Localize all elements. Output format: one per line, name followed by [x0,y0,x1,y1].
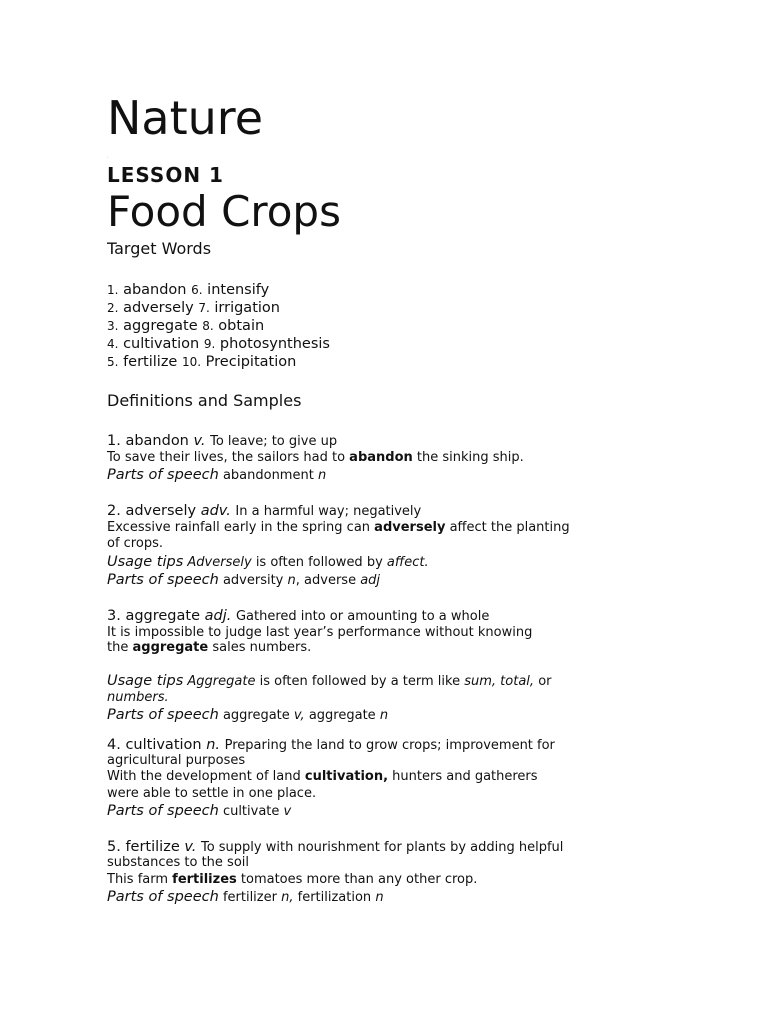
entry-definition: In a harmful way; negatively [235,504,422,519]
target-word: fertilize [123,354,178,370]
word-number: 10. [181,355,202,369]
entry-word: 3. aggregate [107,608,200,624]
parts-label: Parts of speech [107,572,219,588]
parts-of-speech: Parts of speech cultivate v [107,803,292,819]
target-word: cultivation [123,336,200,352]
target-word: adversely [123,300,194,316]
target-word-row [107,281,330,299]
usage-tips: Usage tips Adversely is often followed by affect. [107,554,429,570]
parts-of-speech: Parts of speech fertilizer n, fertilization n [107,889,384,905]
word-number: 4. [107,337,119,351]
word-number: 6. [191,283,203,297]
sample-sentence-continued: were able to settle in one place. [107,786,317,801]
target-word: irrigation [214,300,280,316]
usage-tips: Usage tips Aggregate is often followed by a term like sum, total, or [107,673,552,689]
tiny-mark: · [107,155,109,160]
entry-definition: Gathered into or amounting to a whole [235,609,490,624]
entry-heading [107,607,489,626]
sample-sentence-continued: of crops. [107,536,163,551]
sample-sentence: With the development of land cultivation, hunters and gatherers [107,769,538,784]
target-word: obtain [218,318,265,334]
sample-sentence: It is impossible to judge last year’s performance without knowing [107,625,533,640]
sample-bold-word: aggregate [132,640,209,655]
entry-definition-continued: agricultural purposes [107,753,246,768]
sample-sentence: To save their lives, the sailors had to abandon the sinking ship. [107,450,524,465]
entry-word: 4. cultivation [107,737,202,753]
parts-of-speech: Parts of speech aggregate v, aggregate n [107,707,389,723]
entry-definition: To supply with nourishment for plants by adding helpful [200,840,564,855]
word-number: 3. [107,319,119,333]
word-number: 7. [198,301,210,315]
target-word: photosynthesis [219,336,330,352]
usage-label: Usage tips [107,554,184,570]
entry-word: 2. adversely [107,503,197,519]
entry-pos: n. [206,737,221,753]
parts-label: Parts of speech [107,889,219,905]
usage-label: Usage tips [107,673,184,689]
sample-sentence: This farm fertilizes tomatoes more than any other crop. [107,872,478,887]
page-title: Nature [107,91,263,145]
sample-sentence-continued: the aggregate sales numbers. [107,640,312,655]
entry-pos: v. [193,433,206,449]
target-word-row [107,299,330,317]
sample-bold-word: abandon [349,450,413,465]
target-word: intensify [207,282,270,298]
sample-sentence: Excessive rainfall early in the spring can adversely affect the planting [107,520,570,535]
parts-label: Parts of speech [107,707,219,723]
parts-label: Parts of speech [107,467,219,483]
target-word: abandon [123,282,187,298]
word-number: 1. [107,283,119,297]
entry-pos: v. [184,839,197,855]
entry-heading [107,502,421,521]
sample-bold-word: fertilizes [172,872,237,887]
entry-pos: adv. [200,503,231,519]
lesson-label: LESSON 1 [107,163,224,187]
parts-of-speech: Parts of speech adversity n, adverse adj [107,572,381,588]
sample-bold-word: cultivation, [304,769,389,784]
word-number: 8. [202,319,214,333]
word-number: 9. [203,337,216,351]
parts-of-speech: Parts of speech abandonment n [107,467,327,483]
entry-definition: Preparing the land to grow crops; improvement for [224,738,555,753]
word-number: 5. [107,355,119,369]
entry-heading [107,432,337,451]
word-number: 2. [107,301,119,315]
target-word: Precipitation [205,354,297,370]
entry-pos: adj. [204,608,232,624]
entry-definition: To leave; to give up [210,434,338,449]
entry-definition-continued: substances to the soil [107,855,249,870]
target-word-row [107,317,330,335]
target-word: aggregate [123,318,198,334]
target-word-row [107,353,330,371]
parts-label: Parts of speech [107,803,219,819]
usage-tips-continued: numbers. [107,690,169,705]
target-words-heading: Target Words [107,239,212,258]
lesson-title: Food Crops [107,187,341,236]
target-words-list [107,281,330,371]
entry-word: 1. abandon [107,433,189,449]
entry-word: 5. fertilize [107,839,180,855]
definitions-heading: Definitions and Samples [107,391,302,410]
sample-bold-word: adversely [374,520,446,535]
target-word-row [107,335,330,353]
